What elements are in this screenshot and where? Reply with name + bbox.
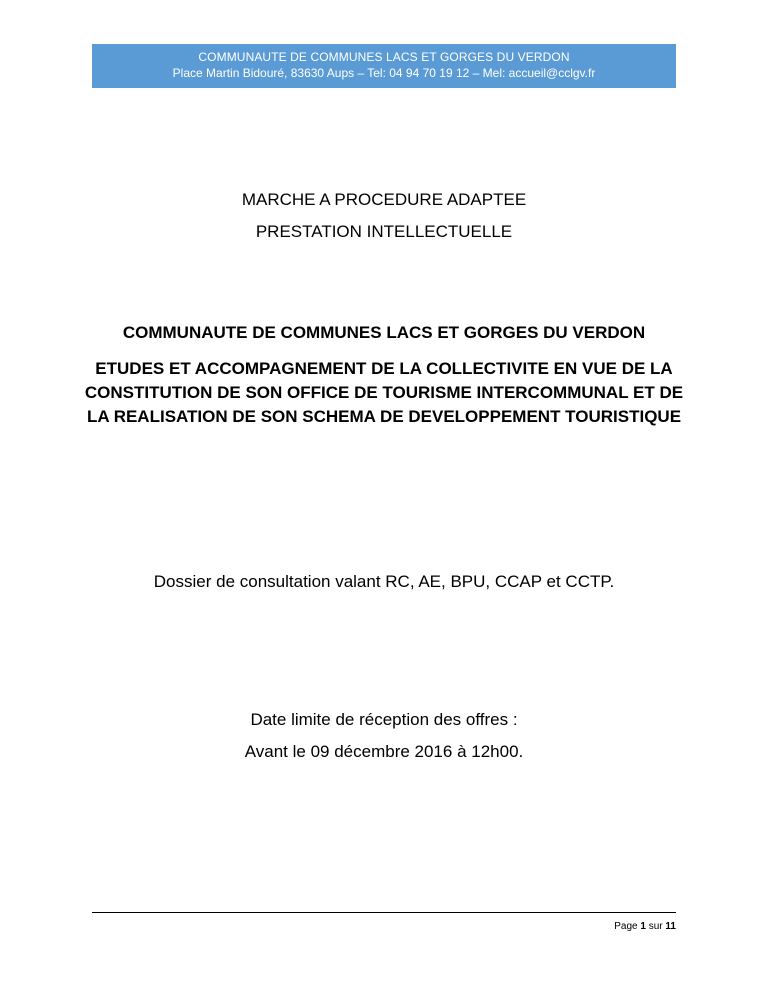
header-band [92, 44, 676, 88]
deadline-label: Date limite de réception des offres : [250, 710, 518, 729]
page-separator: sur [648, 921, 663, 932]
page-current: 1 [640, 921, 646, 932]
prestation-type: PRESTATION INTELLECTUELLE [255, 222, 513, 241]
subject-title: ETUDES ET ACCOMPAGNEMENT DE LA COLLECTIVITE EN VUE DE LA CONSTITUTION DE SON OFFICE DE TOURISME INTERCOMMUNAL ET DE LA REALISATION DE SON SCHEMA DE DEVELOPPEMENT TOURISTIQUE [84, 359, 684, 426]
page-total: 11 [665, 921, 676, 932]
organization-title: COMMUNAUTE DE COMMUNES LACS ET GORGES DU VERDON [122, 323, 646, 342]
procedure-type: MARCHE A PROCEDURE ADAPTEE [241, 190, 527, 209]
page-prefix: Page [614, 921, 638, 932]
footer-divider [92, 912, 676, 913]
dossier-description: Dossier de consultation valant RC, AE, BPU, CCAP et CCTP. [153, 572, 615, 591]
header-contact: Place Martin Bidouré, 83630 Aups – Tel: 04 94 70 19 12 – Mel: accueil@cclgv.fr [172, 66, 596, 80]
page-number [614, 920, 676, 934]
header-organization: COMMUNAUTE DE COMMUNES LACS ET GORGES DU VERDON [198, 50, 570, 64]
deadline-value: Avant le 09 décembre 2016 à 12h00. [244, 742, 524, 761]
